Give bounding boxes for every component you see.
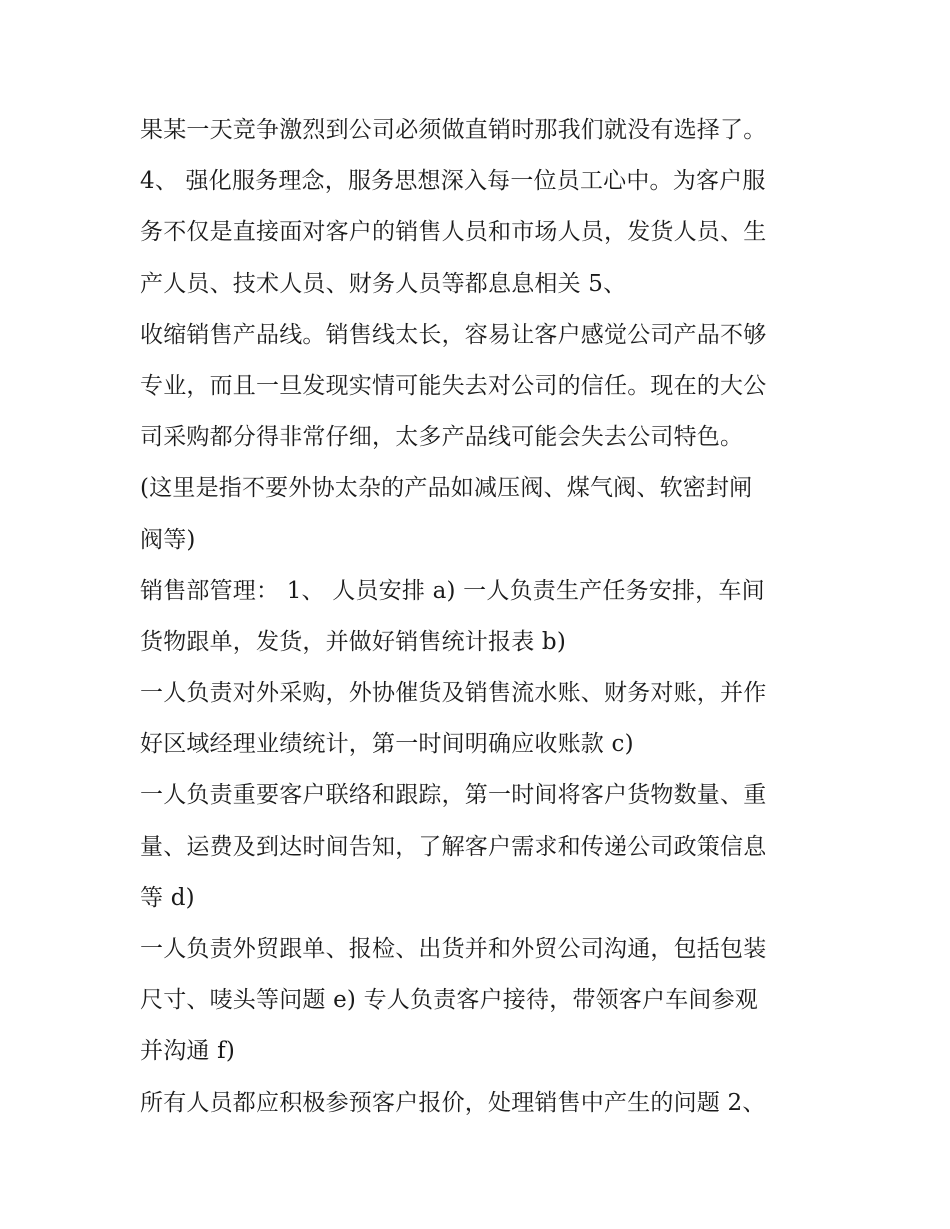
text-line: 尺寸、唛头等问题 e) 专人负责客户接待，带领客户车间参观 [140, 987, 759, 1014]
text-line: 一人负责重要客户联络和跟踪，第一时间将客户货物数量、重 [140, 782, 767, 809]
text-line: 所有人员都应积极参预客户报价，处理销售中产生的问题 2、 [140, 1089, 766, 1116]
text-line: 货物跟单，发货，并做好销售统计报表 b) [140, 628, 567, 655]
text-line: 并沟通 f) [140, 1038, 235, 1065]
text-line: 司采购都分得非常仔细，太多产品线可能会失去公司特色。 [140, 424, 744, 451]
text-line: 阀等) [140, 526, 196, 553]
text-line: 一人负责对外采购，外协催货及销售流水账、财务对账，并作 [140, 680, 767, 707]
text-line: 好区域经理业绩统计，第一时间明确应收账款 c) [140, 731, 634, 758]
text-line: 果某一天竞争激烈到公司必须做直销时那我们就没有选择了。 [140, 117, 767, 143]
text-line: (这里是指不要外协太杂的产品如减压阀、煤气阀、软密封闸 [140, 475, 753, 502]
text-line: 销售部管理： 1、 人员安排 a) 一人负责生产任务安排，车间 [140, 577, 765, 604]
text-line: 4、 强化服务理念，服务思想深入每一位员工心中。为客户服 [140, 168, 766, 195]
body-text [140, 105, 830, 1129]
text-line: 一人负责外贸跟单、报检、出货并和外贸公司沟通，包括包装 [140, 936, 767, 962]
text-line: 等 d) [140, 884, 195, 911]
text-line: 量、运费及到达时间告知，了解客户需求和传递公司政策信息 [140, 833, 767, 860]
text-line: 务不仅是直接面对客户的销售人员和市场人员，发货人员、生 [140, 219, 767, 246]
text-line: 收缩销售产品线。销售线太长，容易让客户感觉公司产品不够 [140, 321, 767, 348]
text-line: 专业，而且一旦发现实情可能失去对公司的信任。现在的大公 [140, 372, 767, 399]
text-line: 产人员、技术人员、财务人员等都息息相关 5、 [140, 270, 627, 297]
